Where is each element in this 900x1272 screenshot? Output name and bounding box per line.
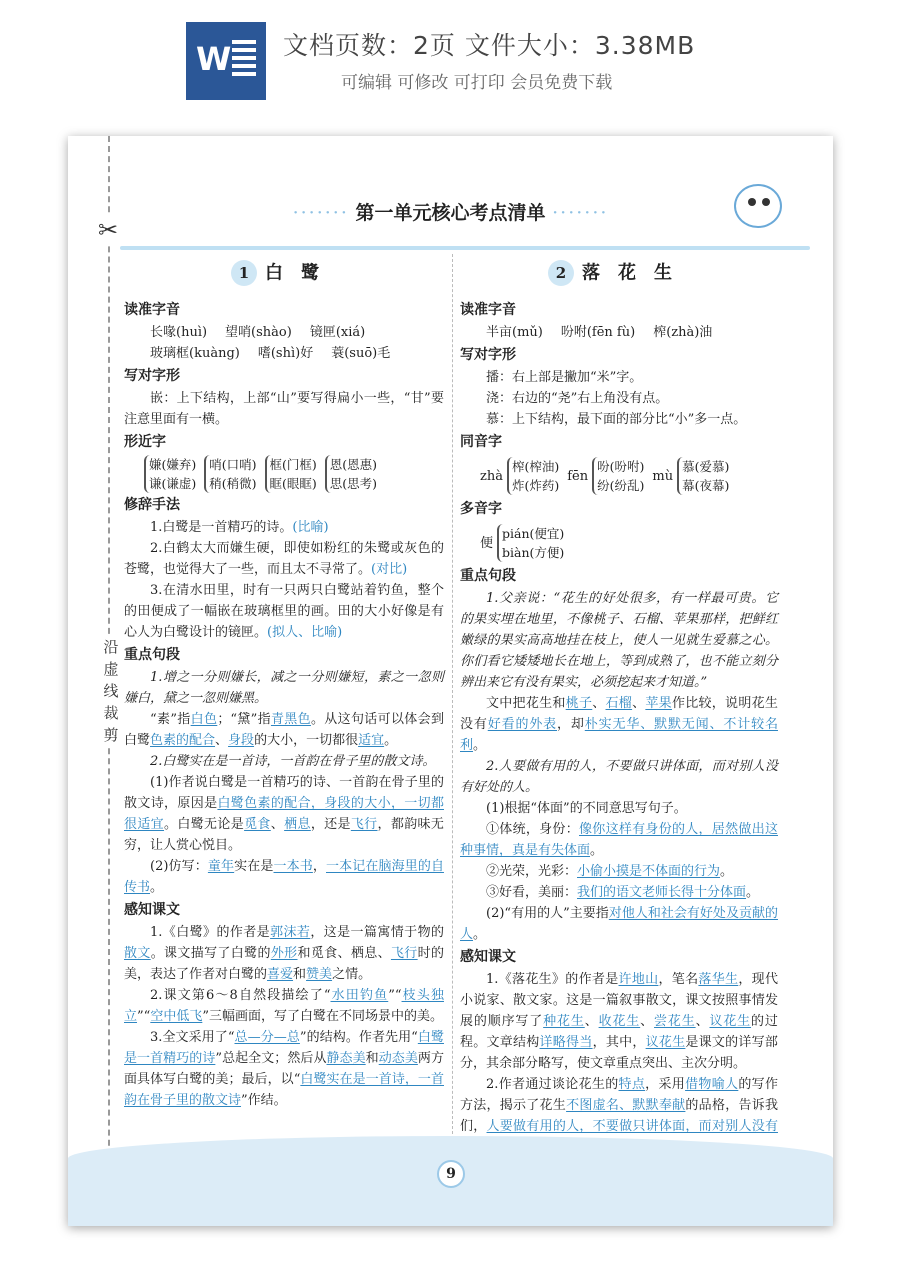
section-heading: 写对字形 [124, 368, 180, 384]
paragraph: 2.作者通过谈论花生的特点，采用借物喻人的写作方法，揭示了花生不图虚名、默默奉献的品格，告诉我们，人要做有用的人，不要做只讲体面，而对别人没有 [460, 1077, 778, 1134]
pinyin-row: 半亩(mǔ) 吩咐(fēn fù) 榨(zhà)油 [486, 325, 713, 340]
lesson-heading: 2 落花生 [460, 260, 778, 290]
paragraph: 2.人要做有用的人，不要做只讲体面，而对别人没有好处的人。 [460, 759, 778, 795]
pinyin-row: 玻璃框(kuàng) 嗜(shì)好 蓑(suō)毛 [150, 346, 391, 361]
document-page [68, 136, 833, 1226]
section-heading: 修辞手法 [124, 497, 180, 513]
paragraph: (1)作者说白鹭是一首精巧的诗、一首韵在骨子里的散文诗，原因是白鹭色素的配合，身段的大小，一切都很适宜。白鹭无论是觅食、栖息，还是飞行，都韵味无穷，让人赏心悦目。 [124, 775, 444, 853]
doc-info-subtitle: 可编辑 可修改 可打印 会员免费下载 [341, 73, 613, 93]
section-heading: 形近字 [124, 434, 166, 450]
column-divider [452, 254, 453, 1144]
doc-info-title: 文档页数：2页 文件大小：3.38MB [283, 31, 696, 60]
paragraph: ①体统，身份：像你这样有身份的人，居然做出这种事情，真是有失体面。 [460, 822, 778, 858]
unit-title: ······· 第一单元核心考点清单 ······· [292, 202, 609, 224]
mascot-icon [734, 184, 782, 228]
paragraph: 3.在清水田里，时有一只两只白鹭站着钓鱼，整个的田便成了一幅嵌在玻璃框里的画。田的大小好像是有心人为白鹭设计的镜匣。(拟人、比喻) [124, 583, 444, 640]
header-banner [0, 0, 900, 120]
pinyin-row: 长喙(huì) 望哨(shào) 镜匣(xiá) [150, 325, 366, 340]
paragraph: ②光荣，光彩：小偷小摸是不体面的行为。 [486, 864, 734, 879]
word-doc-icon: W [186, 22, 266, 100]
scissors-icon: ✂ [98, 216, 119, 244]
section-heading: 读准字音 [460, 302, 516, 318]
paragraph: ③好看，美丽：我们的语文老师长得十分体面。 [486, 885, 760, 900]
title-divider [120, 246, 810, 250]
paragraph: 1.《白鹭》的作者是郭沫若，这是一篇寓情于物的散文。课文描写了白鹭的外形和觅食、栖息、飞行时的美，表达了作者对白鹭的喜爱和赞美之情。 [124, 925, 444, 982]
paragraph: 嵌：上下结构，上部“山”要写得扁小一些，“甘”要注意里面有一横。 [124, 391, 444, 427]
lesson-heading: 1 白鹭 [124, 260, 444, 290]
section-heading: 读准字音 [124, 302, 180, 318]
paragraph: 2.白鹭实在是一首诗，一首韵在骨子里的散文诗。 [150, 754, 436, 769]
section-heading: 多音字 [460, 501, 502, 517]
paragraph: 1.增之一分则嫌长，减之一分则嫌短，素之一忽则嫌白，黛之一忽则嫌黑。 [124, 670, 444, 706]
paragraph: 慕：上下结构，最下面的部分比“小”多一点。 [486, 412, 747, 427]
paragraph: 1.父亲说：“花生的好处很多，有一样最可贵。它的果实埋在地里，不像桃子、石榴、苹果那样，把鲜红嫩绿的果实高高地挂在枝上，使人一见就生爱慕之心。你们看它矮矮地长在地上，等到成熟了，也不能立刻分辨出来它有没有果实，必须挖起来才知道。” [460, 591, 778, 690]
page-number: 9 [437, 1160, 465, 1188]
paragraph: 文中把花生和桃子、石榴、苹果作比较，说明花生没有好看的外表，却朴实无华、默默无闻、不计较名利。 [460, 696, 778, 753]
section-heading: 感知课文 [460, 949, 516, 965]
section-heading: 写对字形 [460, 347, 516, 363]
paragraph: 浇：右边的“尧”右上角没有点。 [486, 391, 669, 406]
lesson-2-column [460, 258, 778, 1158]
paragraph: 2.白鹤太大而嫌生硬，即使如粉红的朱鹭或灰色的苍鹭，也觉得大了一些，而且太不寻常了。(对比) [124, 541, 444, 577]
lesson-1-column [124, 258, 444, 1111]
paragraph: 3.全文采用了“总—分—总”的结构。作者先用“白鹭是一首精巧的诗”总起全文；然后从静态美和动态美两方面具体写白鹭的美；最后，以“白鹭实在是一首诗，一首韵在骨子里的散文诗”作结。 [124, 1030, 444, 1108]
paragraph: “素”指白色；“黛”指青黑色。从这句话可以体会到白鹭色素的配合、身段的大小，一切都很适宜。 [124, 712, 444, 748]
homophones: zhà 榨(榨油) 炸(炸药) fēn 吩(吩咐) 纷(纷乱) mù 慕(爱慕) 幕(夜幕) [480, 459, 730, 493]
section-heading: 重点句段 [460, 568, 516, 584]
paragraph: 播：右上部是撇加“米”字。 [486, 370, 643, 385]
cut-instruction: 沿虚线裁剪 [100, 636, 122, 746]
similar-chars: 嫌(嫌弃) 谦(谦虚) 哨(口哨) 稍(稍微) 框(门框) 眶(眼眶) 恩(恩惠) 思(思考) [144, 455, 444, 493]
polyphone: 便 pián(便宜) biàn(方便) [480, 526, 565, 560]
section-heading: 感知课文 [124, 902, 180, 918]
paragraph: (1)根据“体面”的不同意思写句子。 [486, 801, 687, 816]
section-heading: 重点句段 [124, 647, 180, 663]
paragraph: 1.《落花生》的作者是许地山，笔名落华生，现代小说家、散文家。这是一篇叙事散文，课文按照事情发展的顺序写了种花生、收花生、尝花生、议花生的过程。文章结构详略得当，其中，议花生是课文的详写部分，其余部分略写，使文章重点突出、主次分明。 [460, 972, 778, 1071]
paragraph: (2)仿写：童年实在是一本书，一本记在脑海里的自传书。 [124, 859, 444, 895]
paragraph: 1.白鹭是一首精巧的诗。(比喻) [150, 520, 329, 535]
paragraph: (2)“有用的人”主要指对他人和社会有好处及贡献的人。 [460, 906, 778, 942]
paragraph: 2.课文第6～8自然段描绘了“水田钓鱼”“枝头独立”“空中低飞”三幅画面，写了白鹭在不同场景中的美。 [124, 988, 444, 1024]
section-heading: 同音字 [460, 434, 502, 450]
